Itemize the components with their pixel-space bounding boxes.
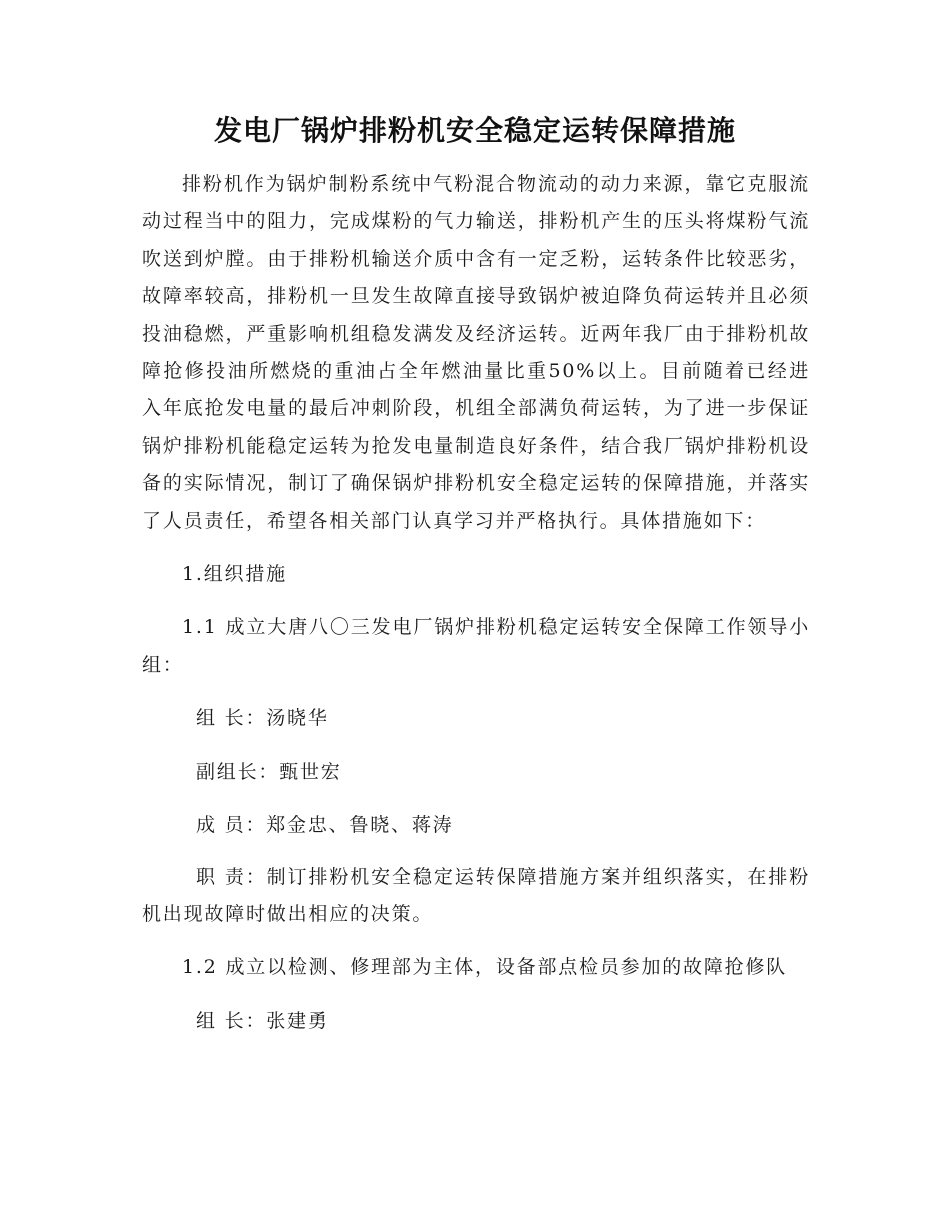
section-heading-organization: 1.组织措施 — [182, 563, 287, 586]
document-body — [142, 166, 810, 1040]
duty-paragraph: 职 责：制订排粉机安全稳定运转保障措施方案并组织落实，在排粉机出现故障时做出相应的决策。 — [142, 865, 810, 925]
section-1-1-paragraph: 1.1 成立大唐八〇三发电厂锅炉排粉机稳定运转安全保障工作领导小组： — [142, 616, 810, 676]
document-title: 发电厂锅炉排粉机安全稳定运转保障措施 — [213, 114, 736, 147]
members-line: 成 员：郑金忠、鲁晓、蒋涛 — [196, 814, 454, 837]
section-1-2-paragraph: 1.2 成立以检测、修理部为主体，设备部点检员参加的故障抢修队 — [182, 956, 788, 979]
deputy-leader-line: 副组长：甄世宏 — [196, 760, 342, 783]
repair-team-leader-line: 组 长：张建勇 — [196, 1009, 329, 1032]
intro-paragraph: 排粉机作为锅炉制粉系统中气粉混合物流动的动力来源，靠它克服流动过程当中的阻力，完成煤粉的气力输送，排粉机产生的压头将煤粉气流吹送到炉膛。由于排粉机输送介质中含有一定乏粉，运转条件比较恶劣，故障率较高，排粉机一旦发生故障直接导致锅炉被迫降负荷运转并且必须投油稳燃，严重影响机组稳发满发及经济运转。近两年我厂由于排粉机故障抢修投油所燃烧的重油占全年燃油量比重50%以上。目前随着已经进入年底抢发电量的最后冲刺阶段，机组全部满负荷运转，为了进一步保证锅炉排粉机能稳定运转为抢发电量制造良好条件，结合我厂锅炉排粉机设备的实际情况，制订了确保锅炉排粉机安全稳定运转的保障措施，并落实了人员责任，希望各相关部门认真学习并严格执行。具体措施如下： — [142, 173, 810, 532]
leader-line: 组 长：汤晓华 — [196, 707, 329, 730]
